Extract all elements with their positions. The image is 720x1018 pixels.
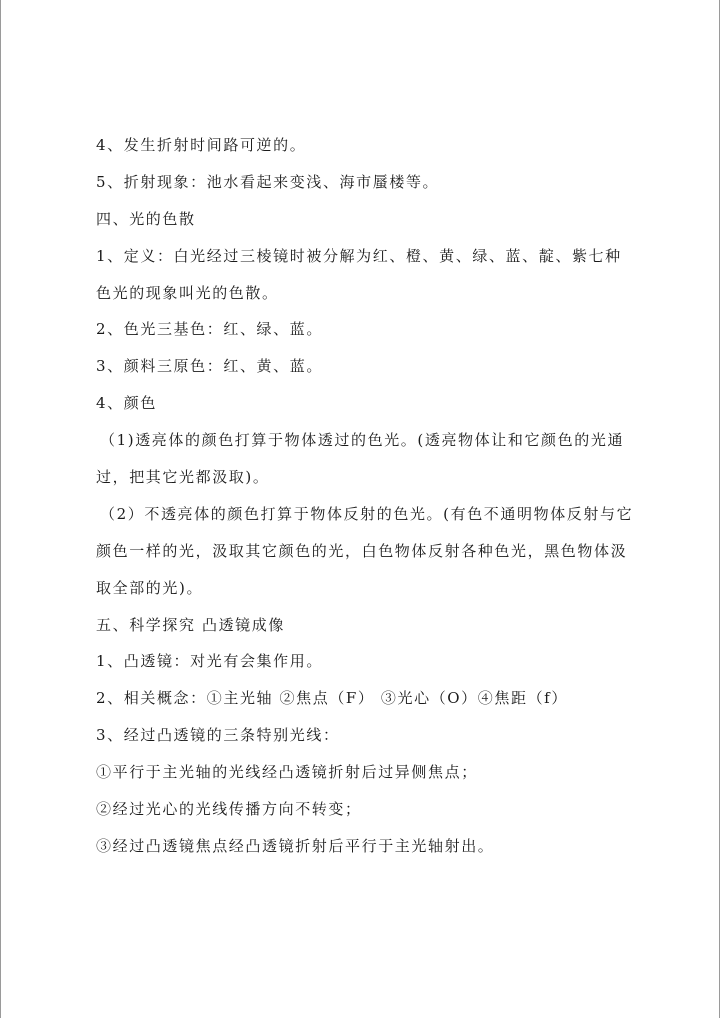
text-line: 颜色一样的光，汲取其它颜色的光，白色物体反射各种色光，黑色物体汲 xyxy=(96,541,628,560)
text-line: 过，把其它光都汲取)。 xyxy=(96,468,270,487)
text-line: （1)透亮体的颜色打算于物体透过的色光。(透亮物体让和它颜色的光通 xyxy=(100,431,625,450)
document-body xyxy=(96,127,641,865)
text-line: （2）不透亮体的颜色打算于物体反射的色光。(有色不通明物体反射与它 xyxy=(100,504,634,523)
text-line: 2、色光三基色：红、绿、蓝。 xyxy=(96,320,323,339)
text-line: 4、颜色 xyxy=(96,394,157,413)
text-line: ②经过光心的光线传播方向不转变； xyxy=(96,800,362,819)
text-line: 5、折射现象：池水看起来变浅、海市蜃楼等。 xyxy=(96,172,440,191)
text-line: 1、凸透镜：对光有会集作用。 xyxy=(96,652,323,671)
text-line: 3、颜料三原色：红、黄、蓝。 xyxy=(96,357,323,376)
text-line: 取全部的光)。 xyxy=(96,578,204,597)
text-line: ①平行于主光轴的光线经凸透镜折射后过异侧焦点； xyxy=(96,763,478,782)
text-line: 3、经过凸透镜的三条特别光线： xyxy=(96,726,340,745)
text-line: 4、发生折射时间路可逆的。 xyxy=(96,136,307,154)
text-line: 2、相关概念：①主光轴 ②焦点（F） ③光心（O）④焦距（f） xyxy=(96,689,568,708)
section-heading: 五、科学探究 凸透镜成像 xyxy=(96,615,285,634)
section-heading: 四、光的色散 xyxy=(96,209,196,228)
text-line: 1、定义：白光经过三棱镜时被分解为红、橙、黄、绿、蓝、靛、紫七种 xyxy=(96,246,622,265)
text-line: 色光的现象叫光的色散。 xyxy=(96,283,279,302)
text-line: ③经过凸透镜焦点经凸透镜折射后平行于主光轴射出。 xyxy=(96,836,495,855)
